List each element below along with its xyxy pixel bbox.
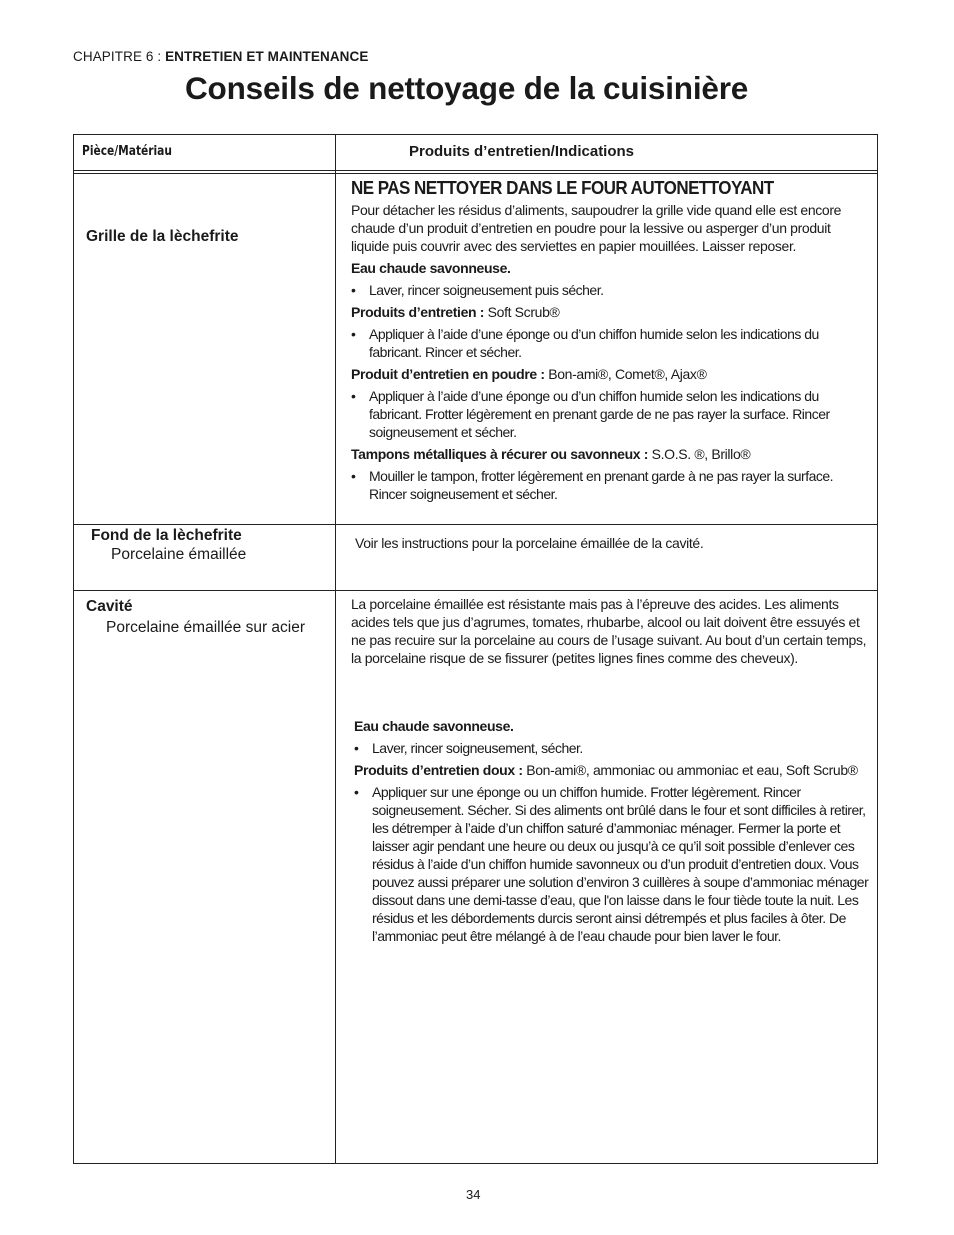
subheading: Eau chaude savonneuse. bbox=[351, 260, 511, 276]
bullet-item: • Appliquer à l’aide d’une éponge ou d’un chiffon humide selon les indications du fabricant. Rincer et sécher. bbox=[351, 325, 869, 361]
chapter-heading bbox=[73, 49, 368, 64]
bullet-item: • Appliquer à l’aide d’une éponge ou d’un chiffon humide selon les indications du fabricant. Frotter légèrement en prenant garde de ne pas rayer la surface. Rincer soigneusement et sécher. bbox=[351, 387, 869, 441]
subheading bbox=[351, 365, 869, 383]
subheading-value: Bon-ami®, Comet®, Ajax® bbox=[548, 366, 707, 382]
subheading-label: Tampons métalliques à récurer ou savonneux : bbox=[351, 446, 652, 462]
intro-text: Pour détacher les résidus d’aliments, saupoudrer la grille vide quand elle est encore chaude d’un produit d’entretien en poudre pour la lessive ou asperger d’un produit liquide puis couvrir avec des serviettes en papier mouillées. Laisser reposer. bbox=[351, 202, 842, 254]
header-piece: Pièce/Matériau bbox=[82, 144, 172, 159]
fond-text: Voir les instructions pour la porcelaine émaillée de la cavité. bbox=[355, 535, 704, 551]
row-content-fond bbox=[355, 534, 873, 552]
cavite-instructions bbox=[354, 717, 869, 945]
row-divider bbox=[74, 590, 877, 591]
piece-name: Cavité bbox=[86, 598, 133, 615]
row-content-grille bbox=[351, 177, 869, 503]
header-produits: Produits d’entretien/Indications bbox=[409, 143, 635, 160]
subheading-label: Produits d’entretien doux : bbox=[354, 762, 527, 778]
subheading bbox=[351, 303, 869, 321]
piece-material: Porcelaine émaillée sur acier bbox=[106, 619, 306, 636]
chapter-prefix: CHAPITRE 6 : bbox=[73, 49, 166, 64]
piece-material: Porcelaine émaillée bbox=[111, 546, 247, 563]
bullet-item: • Laver, rincer soigneusement puis sécher. bbox=[351, 281, 869, 299]
bullet-item: • Mouiller le tampon, frotter légèrement en prenant garde à ne pas rayer la surface. Rincer soigneusement et sécher. bbox=[351, 467, 869, 503]
subheading-value: Soft Scrub® bbox=[487, 304, 560, 320]
header-divider bbox=[74, 170, 877, 174]
subheading-value: S.O.S. ®, Brillo® bbox=[651, 446, 751, 462]
subheading bbox=[354, 761, 869, 779]
piece-name: Fond de la lèchefrite bbox=[91, 527, 242, 544]
chapter-name: ENTRETIEN ET MAINTENANCE bbox=[165, 49, 369, 64]
page-title: Conseils de nettoyage de la cuisinière bbox=[185, 70, 749, 106]
page-number: 34 bbox=[466, 1187, 481, 1202]
row-divider bbox=[74, 524, 877, 525]
column-divider bbox=[335, 135, 336, 1163]
cleaning-table bbox=[73, 134, 878, 1164]
subheading-label: Produits d’entretien : bbox=[351, 304, 488, 320]
subheading bbox=[351, 445, 869, 463]
row-content-cavite bbox=[351, 595, 869, 945]
subheading-value: Bon-ami®, ammoniac ou ammoniac et eau, Soft Scrub® bbox=[526, 762, 858, 778]
subheading: Eau chaude savonneuse. bbox=[354, 718, 514, 734]
row-piece-grille: Grille de la lèchefrite bbox=[86, 228, 239, 245]
bullet-item: • Laver, rincer soigneusement, sécher. bbox=[354, 739, 869, 757]
warning-text: NE PAS NETTOYER DANS LE FOUR AUTONETTOYANT bbox=[351, 177, 774, 198]
row-piece-fond bbox=[91, 527, 246, 564]
subheading-label: Produit d’entretien en poudre : bbox=[351, 366, 549, 382]
row-piece-cavite bbox=[86, 598, 305, 637]
intro-text: La porcelaine émaillée est résistante mais pas à l’épreuve des acides. Les aliments acides tels que jus d’agrumes, tomates, rhubarbe, alcool ou lait doivent être essuyés et ne pas recuire sur la porcelaine au cours de l’usage suivant. Au bout d’un certain temps, la porcelaine risque de se fissurer (petites lignes fines comme des cheveux). bbox=[351, 596, 867, 666]
bullet-item: • Appliquer sur une éponge ou un chiffon humide. Frotter légèrement. Rincer soigneusement. Sécher. Si des aliments ont brûlé dans le four et sont difficiles à retirer, les détremper à l’aide d’un chiffon saturé d’ammoniac ménager. Fermer la porte et laisser agir pendant une heure ou deux ou jusqu’à ce qu’il soit possible d’enlever ces résidus à l’aide d’un chiffon humide savonneux ou d’un produit d’entretien doux. Vous pouvez aussi préparer une solution d’environ 3 cuillères à soupe d’ammoniac ménager dissout dans une demi-tasse d’eau, que l'on laisse dans le four tiède toute la nuit. Les résidus et les débordements durcis seront ainsi détrempés et plus faciles à ôter. De l’ammoniac peut être mélangé à de l’eau chaude pour bien laver le four. bbox=[354, 783, 869, 945]
